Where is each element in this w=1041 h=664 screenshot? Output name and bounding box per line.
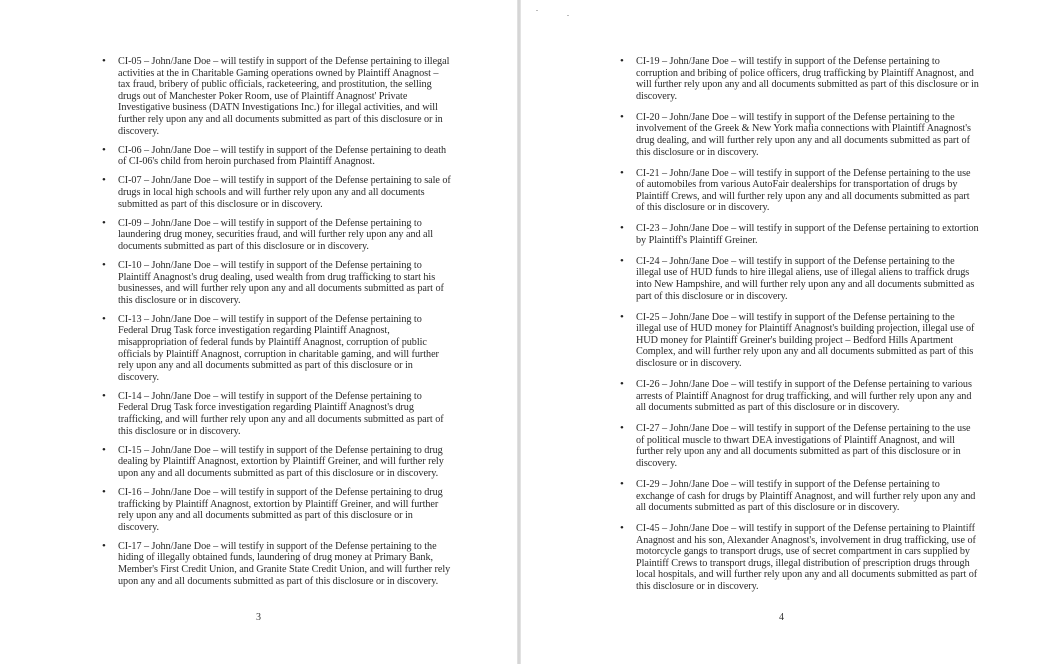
bullet-icon: • bbox=[102, 55, 106, 67]
list-item bbox=[100, 218, 452, 253]
bullet-icon: • bbox=[102, 174, 106, 187]
witness-entry-text: CI-07 – John/Jane Doe – will testify in support of the Defense pertaining to sale of drugs in local high schools and will further rely upon any and all documents submitted as part of this disclosure or in discovery. bbox=[118, 175, 451, 210]
bullet-icon: • bbox=[620, 378, 624, 390]
list-item bbox=[100, 445, 452, 480]
list-item bbox=[618, 56, 980, 102]
bullet-icon: • bbox=[620, 55, 624, 67]
list-item bbox=[100, 314, 452, 384]
witness-entry-text: CI-29 – John/Jane Doe – will testify in support of the Defense pertaining to exchange of cash for drugs by Plaintiff Anagnost, and will further rely upon any and all documents submitted as part of this disclosure or in discovery. bbox=[636, 478, 976, 514]
list-item bbox=[618, 168, 980, 214]
witness-entry-text: CI-25 – John/Jane Doe – will testify in support of the Defense pertaining to the illegal use of HUD money for Plaintiff Anagnost's building projection, illegal use of HUD money for Plaintiff Greiner's building project – Bedford Hills Apartment Complex, and will further rely upon any and all documents submitted as part of this disclosure or in discovery. bbox=[636, 311, 975, 370]
bullet-icon: • bbox=[102, 389, 106, 402]
witness-entry-text: CI-09 – John/Jane Doe – will testify in support of the Defense pertaining to laundering drug money, securities fraud, and will further rely upon any and all documents submitted as part of this disclosure or in discovery. bbox=[118, 217, 434, 252]
list-item bbox=[100, 145, 452, 168]
witness-entry-text: CI-05 – John/Jane Doe – will testify in support of the Defense pertaining to illegal activities at the in Charitable Gaming operations owned by Plaintiff Anagnost – tax fraud, bribery of public officials, racketeering, and prostitution, the selling drugs out of Manchester Poker Room, use of Plaintiff Anagnost' Private Investigative business (DATN Investigations Inc.) for illegal activities, and will further rely upon any and all documents submitted as part of this disclosure or in discovery. bbox=[118, 56, 450, 137]
list-item bbox=[100, 175, 452, 210]
witness-entry-text: CI-23 – John/Jane Doe – will testify in support of the Defense pertaining to extortion by Plaintiff's Plaintiff Greiner. bbox=[636, 223, 979, 246]
bullet-icon: • bbox=[620, 522, 624, 535]
page-4 bbox=[521, 0, 1041, 664]
list-item bbox=[618, 256, 980, 302]
list-item bbox=[618, 479, 980, 514]
list-item bbox=[100, 541, 452, 587]
witness-list-page-3 bbox=[100, 56, 452, 595]
bullet-icon: • bbox=[620, 310, 624, 323]
witness-entry-text: CI-21 – John/Jane Doe – will testify in support of the Defense pertaining to the use of automobiles from various AutoFair dealerships for transportation of drugs by Plaintiff Crews, and will further rely upon any and all documents submitted as part of this disclosure or in discovery. bbox=[636, 167, 971, 214]
bullet-icon: • bbox=[620, 422, 624, 435]
page-number: 3 bbox=[256, 612, 261, 623]
bullet-icon: • bbox=[102, 216, 106, 229]
list-item bbox=[100, 260, 452, 306]
bullet-icon: • bbox=[102, 486, 106, 498]
bullet-icon: • bbox=[620, 110, 624, 123]
list-item bbox=[618, 523, 980, 593]
witness-entry-text: CI-17 – John/Jane Doe – will testify in support of the Defense pertaining to the hiding of illegally obtained funds, laundering of drug money at Primary Bank, Member's First Credit Union, and Granite State Credit Union, and will further rely upon any and all documents submitted as part of this disclosure or in discovery. bbox=[118, 540, 451, 587]
witness-entry-text: CI-15 – John/Jane Doe – will testify in support of the Defense pertaining to drug dealing by Plaintiff Anagnost, extortion by Plaintiff Greiner, and will further rely upon any and all documents submitted as part of this disclosure or in discovery. bbox=[118, 444, 444, 479]
list-item bbox=[618, 423, 980, 469]
witness-entry-text: CI-06 – John/Jane Doe – will testify in support of the Defense pertaining to death of CI-06's child from heroin purchased from Plaintiff Anagnost. bbox=[118, 144, 447, 168]
witness-list-page-4 bbox=[618, 56, 980, 602]
witness-entry-text: CI-20 – John/Jane Doe – will testify in support of the Defense pertaining to the involvement of the Greek & New York mafia connections with Plaintiff Anagnost's drug dealing, and will further rely upon any and all documents submitted as part of this disclosure or in discovery. bbox=[636, 111, 971, 158]
page-number: 4 bbox=[779, 612, 784, 623]
witness-entry-text: CI-24 – John/Jane Doe – will testify in support of the Defense pertaining to the illegal use of HUD funds to hire illegal aliens, use of illegal aliens to traffick drugs into New Hampshire, and will further rely upon any and all documents submitted as part of this disclosure or in discovery. bbox=[636, 255, 975, 302]
witness-entry-text: CI-45 – John/Jane Doe – will testify in support of the Defense pertaining to Plaintiff Anagnost and his son, Alexander Anagnost's, involvement in drug trafficking, use of motorcycle gangs to transport drugs, use of secret compartment in cars supplied by Plaintiff Crews to transport drugs, illegal distribution of prescription drugs through local hospitals, and will further rely upon any and all documents submitted as part of this disclosure or in discovery. bbox=[636, 523, 978, 593]
bullet-icon: • bbox=[620, 477, 624, 490]
bullet-icon: • bbox=[102, 443, 106, 456]
witness-entry-text: CI-14 – John/Jane Doe – will testify in support of the Defense pertaining to Federal Drug Task force investigation regarding Plaintiff Anagnost's drug trafficking, and will further rely upon any and all documents submitted as part of this disclosure or in discovery. bbox=[118, 390, 444, 437]
list-item bbox=[100, 487, 452, 533]
bullet-icon: • bbox=[620, 254, 624, 267]
list-item bbox=[618, 312, 980, 370]
witness-entry-text: CI-19 – John/Jane Doe – will testify in support of the Defense pertaining to corruption and bribing of police officers, drug trafficking by Plaintiff Anagnost, and will further rely upon any and all documents submitted as part of this disclosure or in discovery. bbox=[636, 56, 979, 102]
bullet-icon: • bbox=[102, 312, 106, 325]
list-item bbox=[100, 391, 452, 437]
witness-entry-text: CI-27 – John/Jane Doe – will testify in support of the Defense pertaining to the use of political muscle to thwart DEA investigations of Plaintiff Anagnost, and will further rely upon any and all documents submitted as part of this disclosure or in discovery. bbox=[636, 423, 971, 469]
list-item bbox=[618, 223, 980, 246]
witness-entry-text: CI-10 – John/Jane Doe – will testify in support of the Defense pertaining to Plaintiff Anagnost's drug dealing, used wealth from drug trafficking to start his businesses, and will further rely upon any and all documents submitted as part of this disclosure or in discovery. bbox=[118, 259, 444, 306]
witness-entry-text: CI-16 – John/Jane Doe – will testify in support of the Defense pertaining to drug trafficking by Plaintiff Anagnost, extortion by Plaintiff Greiner, and will further rely upon any and all documents submitted as part of this disclosure or in discovery. bbox=[118, 487, 443, 533]
page-3 bbox=[0, 0, 518, 664]
bullet-icon: • bbox=[102, 539, 106, 552]
scan-speck bbox=[536, 10, 538, 11]
witness-entry-text: CI-13 – John/Jane Doe – will testify in support of the Defense pertaining to Federal Drug Task force investigation regarding Plaintiff Anagnost, misappropriation of federal funds by Plaintiff Anagnost, corruption of public officials by Plaintiff Anagnost, corruption in charitable gaming, and will further rely upon any and all documents submitted as part of this disclosure or in discovery. bbox=[118, 313, 439, 383]
witness-entry-text: CI-26 – John/Jane Doe – will testify in support of the Defense pertaining to various arrests of Plaintiff Anagnost for drug trafficking, and will further rely upon any and all documents submitted as part of this disclosure or in discovery. bbox=[636, 379, 972, 414]
list-item bbox=[100, 56, 452, 137]
list-item bbox=[618, 112, 980, 158]
bullet-icon: • bbox=[620, 222, 624, 235]
bullet-icon: • bbox=[102, 143, 106, 156]
scan-speck bbox=[567, 15, 569, 16]
list-item bbox=[618, 379, 980, 414]
bullet-icon: • bbox=[102, 258, 106, 271]
bullet-icon: • bbox=[620, 166, 624, 179]
